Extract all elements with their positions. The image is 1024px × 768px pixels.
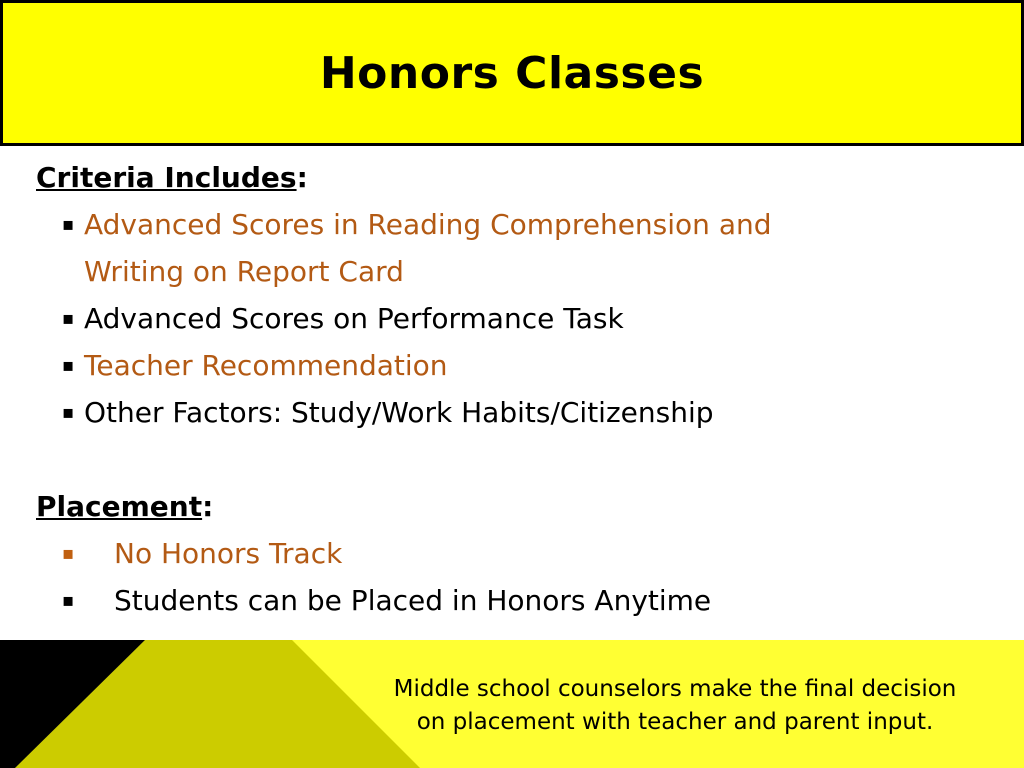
criteria-item-recommendation	[36, 342, 996, 389]
placement-list	[36, 530, 996, 624]
square-bullet-icon: ▪	[62, 214, 75, 235]
square-bullet-icon: ▪	[62, 308, 75, 329]
criteria-heading-colon: :	[296, 161, 308, 194]
footer-note-line1: Middle school counselors make the final decision	[393, 676, 957, 702]
square-bullet-icon: ▪	[62, 402, 75, 423]
placement-item-anytime	[36, 577, 996, 624]
footer-note	[330, 673, 1020, 739]
placement-heading-label: Placement	[36, 490, 203, 523]
placement-heading	[36, 483, 996, 530]
criteria-heading	[36, 154, 996, 201]
square-bullet-icon: ▪	[62, 355, 75, 376]
title-banner	[0, 0, 1024, 146]
criteria-item-text: Advanced Scores on Performance Task	[84, 302, 624, 335]
criteria-item-text: Advanced Scores in Reading Comprehension and	[84, 208, 772, 241]
criteria-item-text-continued: Writing on Report Card	[84, 255, 404, 288]
placement-item-text: No Honors Track	[114, 537, 343, 570]
slide-title: Honors Classes	[319, 47, 705, 99]
slide-content	[36, 154, 996, 624]
square-bullet-icon: ▪	[62, 543, 75, 564]
criteria-item-reading	[36, 201, 996, 295]
criteria-item-text: Other Factors: Study/Work Habits/Citizenship	[84, 396, 714, 429]
criteria-item-text: Teacher Recommendation	[84, 349, 448, 382]
placement-item-no-track	[36, 530, 996, 577]
criteria-item-performance	[36, 295, 996, 342]
criteria-list	[36, 201, 996, 436]
criteria-heading-label: Criteria Includes	[36, 161, 297, 194]
section-spacer	[36, 436, 996, 483]
placement-heading-colon: :	[202, 490, 214, 523]
criteria-item-other-factors	[36, 389, 996, 436]
placement-item-text: Students can be Placed in Honors Anytime	[114, 584, 712, 617]
footer-note-line2: on placement with teacher and parent input.	[416, 709, 934, 735]
square-bullet-icon: ▪	[62, 590, 75, 611]
